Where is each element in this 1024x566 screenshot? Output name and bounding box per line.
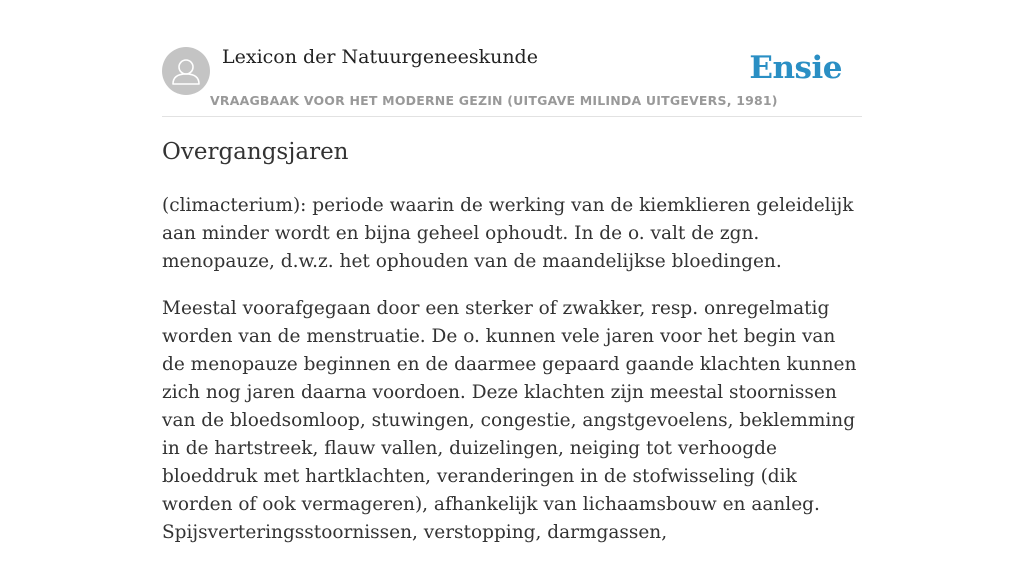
entry-paragraph: (climacterium): periode waarin de werking van de kiemklieren geleidelijk aan minder wordt en bijna geheel ophoudt. In de o. valt de zgn. menopauze, d.w.z. het ophouden van de maandelijkse bloedingen. — [162, 195, 854, 272]
entry-body — [162, 192, 862, 566]
source-header — [162, 0, 862, 117]
entry-paragraph: Meestal voorafgegaan door een sterker of zwakker, resp. onregelmatig worden van de menstruatie. De o. kunnen vele jaren voor het begin van de menopauze beginnen en de daarmee gepaard gaande klachten kunnen zich nog jaren daarna voordoen. Deze klachten zijn meestal stoornissen van de bloedsomloop, stuwingen, congestie, angstgevoelens, beklemming in de hartstreek, flauw vallen, duizelingen, neiging tot verhoogde bloeddruk met hartklachten, veranderingen in de stofwisseling (dik worden of ook vermageren), afhankelijk van lichaamsbouw en aanleg. Spijsverteringsstoornissen, verstopping, darmgassen, — [162, 298, 857, 543]
user-silhouette-icon — [162, 47, 210, 95]
entry-title: Overgangsjaren — [162, 139, 349, 165]
ensie-logo[interactable]: Ensie — [749, 50, 842, 86]
page-container — [162, 0, 862, 543]
avatar[interactable] — [162, 47, 210, 95]
source-subtitle: VRAAGBAAK VOOR HET MODERNE GEZIN (UITGAVE MILINDA UITGEVERS, 1981) — [210, 93, 778, 108]
source-title[interactable]: Lexicon der Natuurgeneeskunde — [222, 46, 538, 68]
